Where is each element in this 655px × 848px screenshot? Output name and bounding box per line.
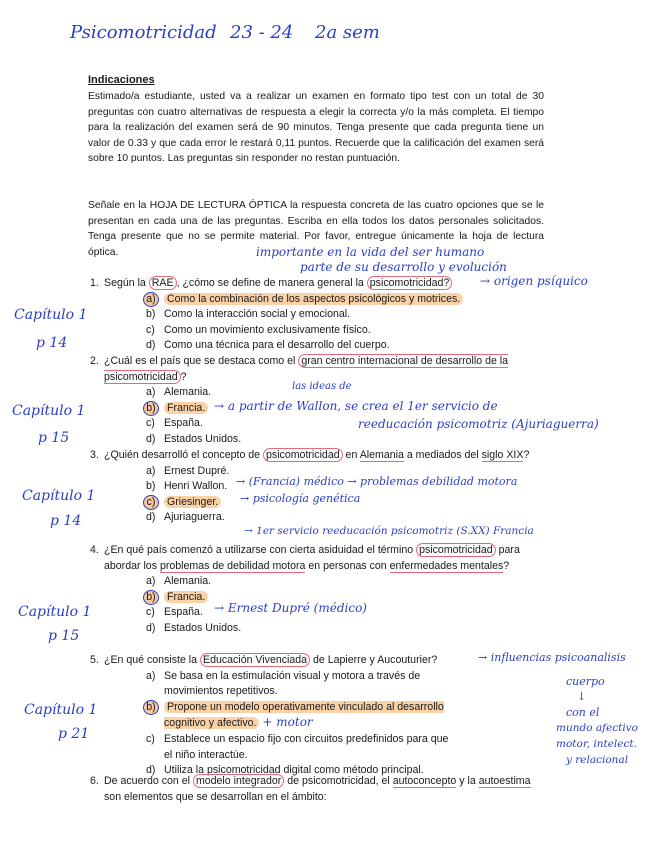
annotation-q1-above: importante en la vida del ser humano	[256, 245, 485, 259]
q4-option-b: b) Francia.	[146, 590, 544, 606]
annotation-q3-a: → (Francia) médico → problemas debilidad motora	[236, 475, 518, 488]
instructions-paragraph: Estimado/a estudiante, usted va a realizar un examen en formato tipo test con un total de 30 preguntas con cuatro alternativas de respuesta a elegir la correcta y/o la más completa. El tiempo para la realización del examen será de 90 minutos. Tenga presente que cada pregunta tiene un valor de 0.33 y que cada error le restará 0,11 puntos. Recuerde que la calificación del examen será sobre 10 puntos. Las preguntas sin responder no restan puntuación.	[88, 91, 544, 165]
q5-option-d: d) Utiliza la psicomotricidad digital como método principal.	[146, 764, 424, 777]
question-4-stem: ¿En qué país comenzó a utilizarse con cierta asiduidad el término psicomotricidad para abordar los problemas de debilidad motora en personas con enfermedades mentales?	[104, 544, 520, 572]
q1-option-c: c) Como un movimiento exclusivamente físico.	[146, 323, 371, 336]
q4-option-d: d) Estados Unidos.	[146, 621, 242, 634]
header-number: 23 - 24	[230, 22, 294, 43]
q5-option-c: c) Establece un espacio fijo con circuitos predefinidos para que el niño interactúe.	[146, 732, 449, 761]
indicaciones-heading: Indicaciones	[88, 74, 155, 86]
annotation-q5-b-tail: + motor	[262, 715, 313, 730]
q5-option-a: a) Se basa en la estimulación visual y motora a través de movimientos repetitivos.	[146, 669, 421, 698]
question-1-stem: Según la RAE , ¿cómo se define de manera general la psicomotricidad?	[104, 276, 544, 292]
header-semester: 2a sem	[315, 22, 380, 43]
q1-option-b: b) Como la interacción social y emocional.	[146, 308, 351, 321]
q3-option-d: d) Ajuriaguerra.	[146, 511, 225, 524]
annotation-q1-above-2: parte de su desarrollo y evolución	[300, 260, 507, 274]
question-3-stem: ¿Quién desarrolló el concepto de psicomotricidad en Alemania a mediados del siglo XIX?	[104, 449, 530, 461]
q4-option-c: c) España.	[146, 606, 203, 619]
q3-option-c: c) Griesinger.	[146, 495, 544, 511]
q3-option-a: a) Ernest Dupré.	[146, 464, 230, 477]
header-title: Psicomotricidad	[70, 22, 217, 43]
q2-option-c: c) España.	[146, 417, 203, 430]
question-4: 4. ¿En qué país comenzó a utilizarse con cierta asiduidad el término psicomotricidad para abordar los problemas de debilidad motora en personas con enfermedades mentales? a) Alemania. b) Francia. c) España. d) Estados Unidos.	[104, 543, 544, 637]
question-3: 3. ¿Quién desarrolló el concepto de psicomotricidad en Alemania a mediados del siglo XIX? a) Ernest Dupré. b) Henri Wallon. c) Griesinger. d) Ajuriaguerra.	[104, 448, 544, 526]
annotation-q2-side-2: reeducación psicomotriz (Ajuriaguerra)	[358, 417, 599, 431]
q1-option-d: d) Como una técnica para el desarrollo del cuerpo.	[146, 339, 390, 352]
q2-option-d: d) Estados Unidos.	[146, 432, 242, 445]
annotation-q2-above: las ideas de	[292, 381, 352, 392]
question-2-stem: ¿Cuál es el país que se destaca como el gran centro internacional de desarrollo de la psicomotricidad ?	[104, 355, 509, 383]
question-6-stem: De acuerdo con el modelo integrador de psicomotricidad, el autoconcepto y la autoestima son elementos que se desarrollan en el ámbito:	[104, 775, 531, 803]
annotation-q5-side: → influencias psicoanalisis	[478, 651, 626, 664]
q3-option-b: b) Henri Wallon.	[146, 480, 228, 493]
q2-option-b: b) Francia.	[146, 401, 544, 417]
question-5: 5. ¿En qué consiste la Educación Vivenciada de Lapierre y Aucouturier? a) Se basa en la estimulación visual y motora a través de movimientos repetitivos. b) Propone un modelo operativamente vinculado al desarrollo cognitivo y afectivo. + motor c) Establece un espacio fijo con circuitos predefinidos para que el niño interactúe. d) Utiliza la psicomotricidad digital como método principal.	[104, 653, 544, 779]
optical-sheet-paragraph: Señale en la HOJA DE LECTURA ÓPTICA la respuesta concreta de las cuatro opciones que se le presentan en cada una de las preguntas. Escriba en ella todos los datos personales solicitados. Tenga presente que no se permite material. Por favor, entregue únicamente la hoja de lectura óptica.	[88, 200, 544, 258]
question-2: 2. ¿Cuál es el país que se destaca como el gran centro internacional de desarrollo de la psicomotricidad ? a) Alemania. b) Francia. c) España. d) Estados Unidos.	[104, 354, 544, 448]
q1-option-a: a) Como la combinación de los aspectos psicológicos y motrices.	[146, 292, 544, 308]
q2-option-a: a) Alemania.	[146, 386, 212, 399]
exam-page: Psicomotricidad 23 - 24 2a sem Indicaciones Estimado/a estudiante, usted va a realizar un examen en formato tipo test con un total de 30 preguntas con cuatro alternativas de respuesta a elegir la correcta y/o la más completa. El tiempo para la realización del examen será de 90 minutos. Tenga presente que cada pregunta tiene un valor de 0.33 y que cada error le restará 0,11 puntos. Recuerde que la calificación del examen será sobre 10 puntos. Las preguntas sin responder no restan puntuación. Señale en la HOJA DE LECTURA ÓPTICA la respuesta concreta de las cuatro opciones que se le presentan en cada una de las preguntas. Escriba en ella todos los datos personales solicitados. Tenga presente que no se permite material. Por favor, entregue únicamente la hoja de lectura óptica. importante en la vida del ser humano parte de su desarrollo y evolución 1. Según la RAE , ¿cómo se define de manera general la psicomotricidad? a) Como la combinación de los aspectos psicológicos y motrices. b) Como la interacción social y emocional. c) Como un movimiento exclusivamente físico. d) Como una técnica para el desarrollo del cuerpo. → origen psíquico las ideas de 2. ¿Cuál es el país que se destaca como el gran centro internacional de desarrollo de la psicomotricidad ? a) Alemania. b) Francia. c) España. d) Estados Unidos. → a partir de Wallon, se crea el 1er servicio de reeducación psicomotriz (Ajuriaguerra) 3. ¿Quién desarrolló el concepto de psicomotricidad en Alemania a mediados del siglo XIX? a) Ernest Dupré. b) Henri Wallon. c) Griesinger. d) Ajuriaguerra. → (Francia) médico → problemas debilidad motora → psicología genética → 1er servicio reeducación psicomotriz (S.XX) Francia 4. ¿En qué país comenzó a utilizarse con cierta asiduidad el término psicomotricidad para abordar los problemas de debilidad motora en personas con enfermedades mentales? a) Alemania. b) Francia. c) España. d) Estados Unidos. → Ernest Dupré (médico) 5. ¿En qué consiste la Educación Vivenciada de Lapierre y Aucouturier? a) Se basa en la estimulación visual y motora a través de movimientos repetitivos. b) Propone un modelo operativamente vinculado al desarrollo cognitivo y afectivo. + motor c) Establece un espacio fijo con circuitos predefinidos para que el niño interactúe. d) Utiliza la psicomotricidad digital como método principal. → influencias psicoanalisis cuerpo ↓ con el mundo afectivo motor, intelect. y relacional 6. De acuerdo con el modelo integrador de psicomotricidad, el autoconcepto y la autoestima son elementos que se desarrollan en el ámbito: Capítulo 1 p 14 Capítulo 1 p 15 Capítulo 1 p 14 Capítulo 1 p 15 Capítulo 1 p 21	[0, 0, 655, 848]
question-6: 6. De acuerdo con el modelo integrador de psicomotricidad, el autoconcepto y la autoestima son elementos que se desarrollan en el ámbito:	[104, 774, 544, 805]
annotation-q2-side: → a partir de Wallon, se crea el 1er servicio de	[214, 399, 498, 413]
question-1: 1. Según la RAE , ¿cómo se define de manera general la psicomotricidad? a) Como la combinación de los aspectos psicológicos y motrices. b) Como la interacción social y emocional. c) Como un movimiento exclusivamente físico. d) Como una técnica para el desarrollo del cuerpo.	[104, 276, 544, 354]
annotation-q1-side: → origen psíquico	[480, 274, 588, 288]
question-5-stem: ¿En qué consiste la Educación Vivenciada de Lapierre y Aucouturier?	[104, 654, 438, 666]
q4-option-a: a) Alemania.	[146, 575, 212, 588]
annotation-q4-b: → Ernest Dupré (médico)	[214, 601, 367, 615]
annotation-q3-d: → 1er servicio reeducación psicomotriz (S.XX) Francia	[244, 525, 534, 537]
q5-option-b: b) Propone un modelo operativamente vinculado al desarrollo cognitivo y afectivo. + motor	[146, 700, 454, 732]
annotation-q3-b: → psicología genética	[240, 492, 361, 505]
